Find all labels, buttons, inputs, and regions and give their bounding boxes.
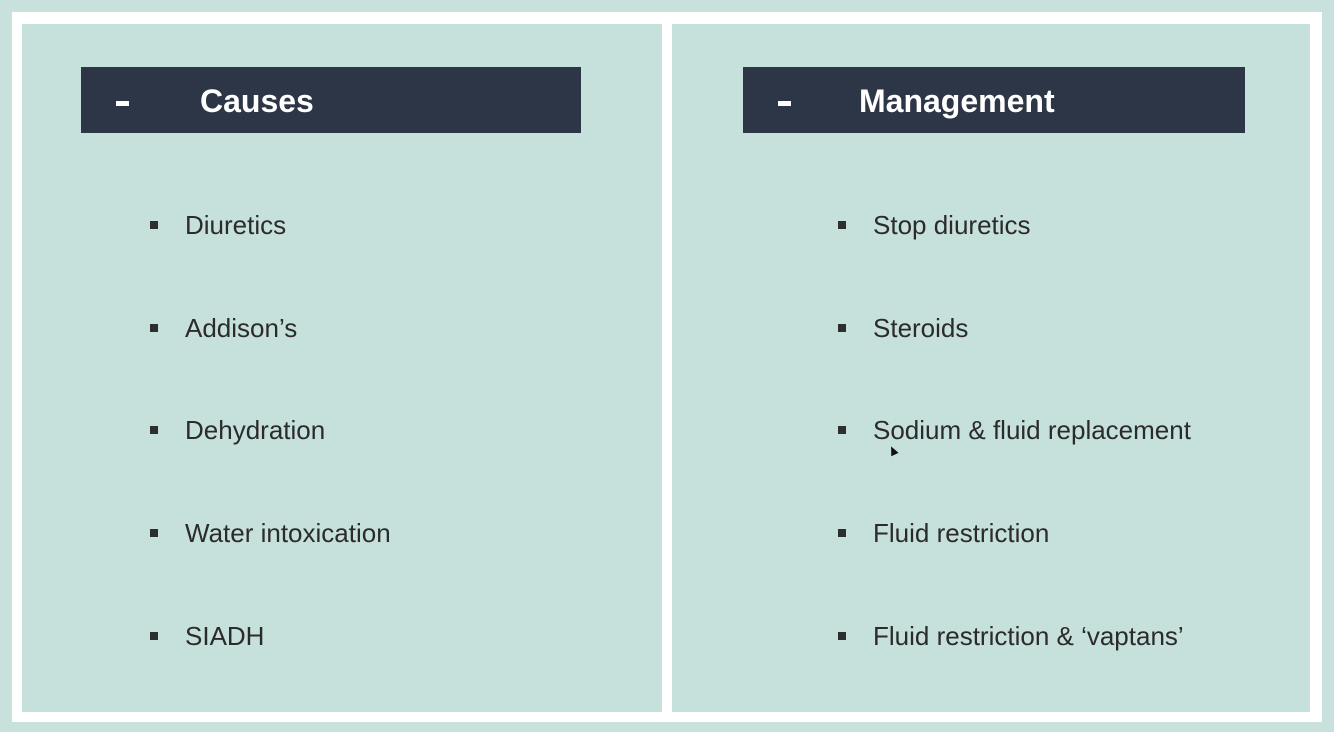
square-bullet-icon — [838, 221, 846, 229]
square-bullet-icon — [150, 426, 158, 434]
list-item-label: Dehydration — [185, 415, 326, 445]
management-title: Management — [859, 83, 1055, 119]
causes-header — [81, 67, 581, 133]
causes-title: Causes — [200, 83, 314, 119]
list-item-label: Diuretics — [185, 210, 287, 240]
square-bullet-icon — [838, 632, 846, 640]
square-bullet-icon — [838, 324, 846, 332]
list-item-label: Fluid restriction — [873, 518, 1050, 548]
square-bullet-icon — [150, 632, 158, 640]
square-bullet-icon — [150, 324, 158, 332]
collapse-dash-icon — [778, 101, 791, 106]
collapse-dash-icon — [116, 101, 129, 106]
management-header — [743, 67, 1245, 133]
square-bullet-icon — [150, 221, 158, 229]
slide — [12, 12, 1322, 722]
causes-panel — [22, 24, 662, 712]
management-panel — [672, 24, 1310, 712]
list-item-label: Stop diuretics — [873, 210, 1031, 240]
square-bullet-icon — [838, 529, 846, 537]
list-item-label: SIADH — [185, 621, 265, 651]
list-item-label: Addison’s — [185, 313, 298, 343]
list-item-label: Sodium & fluid replacement — [873, 415, 1191, 445]
square-bullet-icon — [838, 426, 846, 434]
list-item-label: Fluid restriction & ‘vaptans’ — [873, 621, 1184, 651]
square-bullet-icon — [150, 529, 158, 537]
list-item-label: Steroids — [873, 313, 969, 343]
list-item-label: Water intoxication — [185, 518, 391, 548]
